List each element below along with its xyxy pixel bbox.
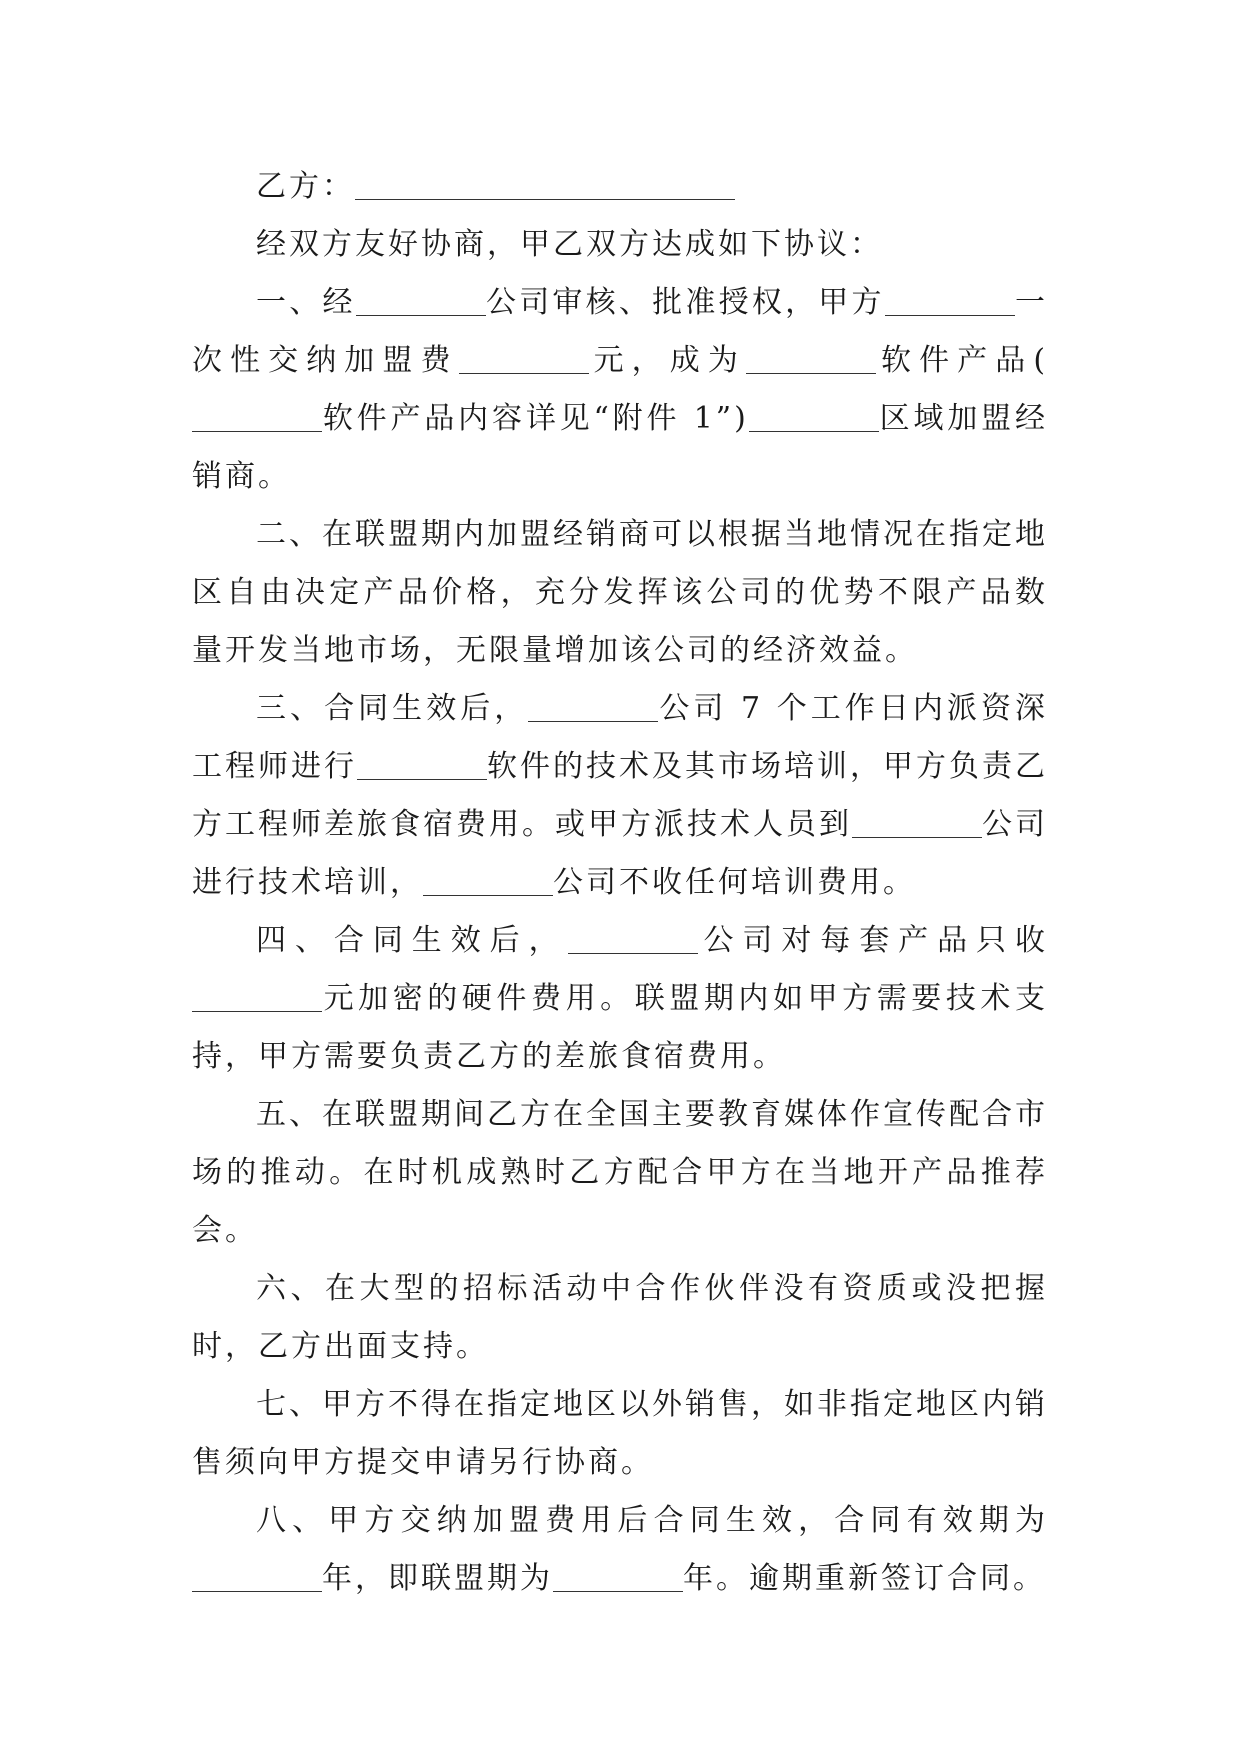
text: 一、经 xyxy=(256,285,356,320)
text: 软件产品内容详见“附件 1”) xyxy=(322,401,749,436)
text: ( xyxy=(1033,343,1049,378)
text: 年，即联盟期为 xyxy=(322,1561,553,1596)
text: 开发当地市场，无限量增加该公司的经济效益。 xyxy=(225,633,918,668)
clause-3 xyxy=(192,680,1048,912)
party-b-line xyxy=(192,158,1048,216)
text: 盟经销商。 xyxy=(192,401,1049,494)
blank-field xyxy=(423,865,553,896)
blank-field xyxy=(356,285,486,316)
text: 公司审核、批准授权，甲方 xyxy=(485,285,885,320)
blank-field xyxy=(746,343,876,374)
text: 七、甲方不得在指定地区以外销售，如非指定地区内销 xyxy=(256,1387,1048,1422)
party-b-blank xyxy=(355,169,735,200)
blank-field xyxy=(553,1561,683,1592)
clause-6 xyxy=(192,1260,1048,1376)
text: 乙方工程师差旅食宿费用。或甲方派技术人员到 xyxy=(192,749,1048,842)
text: 年。逾期重新签订合同。 xyxy=(683,1561,1046,1596)
text: 公司 7 个工作日内派资深 xyxy=(658,691,1048,726)
clause-1 xyxy=(192,274,1048,506)
text: 二、在联盟期内加盟经销商可以根据当地情况在指定地 xyxy=(256,517,1048,552)
text: 公司进行技术培训， xyxy=(192,807,1048,900)
text: 五、在联盟期间乙方在全国主要教育媒体作宣传配合市 xyxy=(256,1097,1048,1132)
blank-field xyxy=(528,691,658,722)
text: 工程师进行 xyxy=(192,749,357,784)
text: 元加密的硬件费用。联盟期内如甲方需要技术支 xyxy=(322,981,1048,1016)
text: 售须向甲方提交申请另行协商。 xyxy=(192,1445,654,1480)
text: 区域加 xyxy=(878,401,982,436)
party-b-label: 乙方： xyxy=(256,169,355,204)
clause-5 xyxy=(192,1086,1048,1260)
text: 元，成为 xyxy=(588,343,746,378)
blank-field xyxy=(749,401,879,432)
blank-field xyxy=(192,401,322,432)
text: 四、合同生效后， xyxy=(256,923,568,958)
blank-field xyxy=(192,981,322,1012)
blank-field xyxy=(459,343,589,374)
text: 六、在大型的招标活动中合作伙伴没有资质或没把握时， xyxy=(192,1271,1048,1364)
intro-paragraph: 经双方友好协商，甲乙双方达成如下协议： xyxy=(256,227,883,262)
text: 公司对每套产品只收 xyxy=(697,923,1049,958)
blank-field xyxy=(357,749,487,780)
clause-8 xyxy=(192,1492,1048,1608)
text: 公司不收任何培训费用。 xyxy=(553,865,916,900)
blank-field xyxy=(852,807,982,838)
contract-body xyxy=(192,158,1048,1608)
blank-field xyxy=(885,285,1015,316)
text: 区自由决定产品价格，充分发挥该公司的优势不限产品数量 xyxy=(192,575,1048,668)
text: 场的推动。在时机成熟时乙方配合甲方在当地开产品推荐会。 xyxy=(192,1155,1048,1248)
text: 软件产品 xyxy=(875,343,1034,378)
text: 持，甲方需要负责乙方的差旅食宿费用。 xyxy=(192,1039,786,1074)
text: 一次性交纳加盟费 xyxy=(192,285,1049,378)
clause-4 xyxy=(192,912,1048,1086)
blank-field xyxy=(568,923,698,954)
text: 软件的技术及其市场培训，甲方负责 xyxy=(487,749,1015,784)
text: 三、合同生效后， xyxy=(256,691,529,726)
blank-field xyxy=(192,1561,322,1592)
clause-7 xyxy=(192,1376,1048,1492)
text: 乙方出面支持。 xyxy=(258,1329,489,1364)
clause-2 xyxy=(192,506,1048,680)
text: 八、甲方交纳加盟费用后合同生效，合同有效期为 xyxy=(256,1503,1048,1538)
